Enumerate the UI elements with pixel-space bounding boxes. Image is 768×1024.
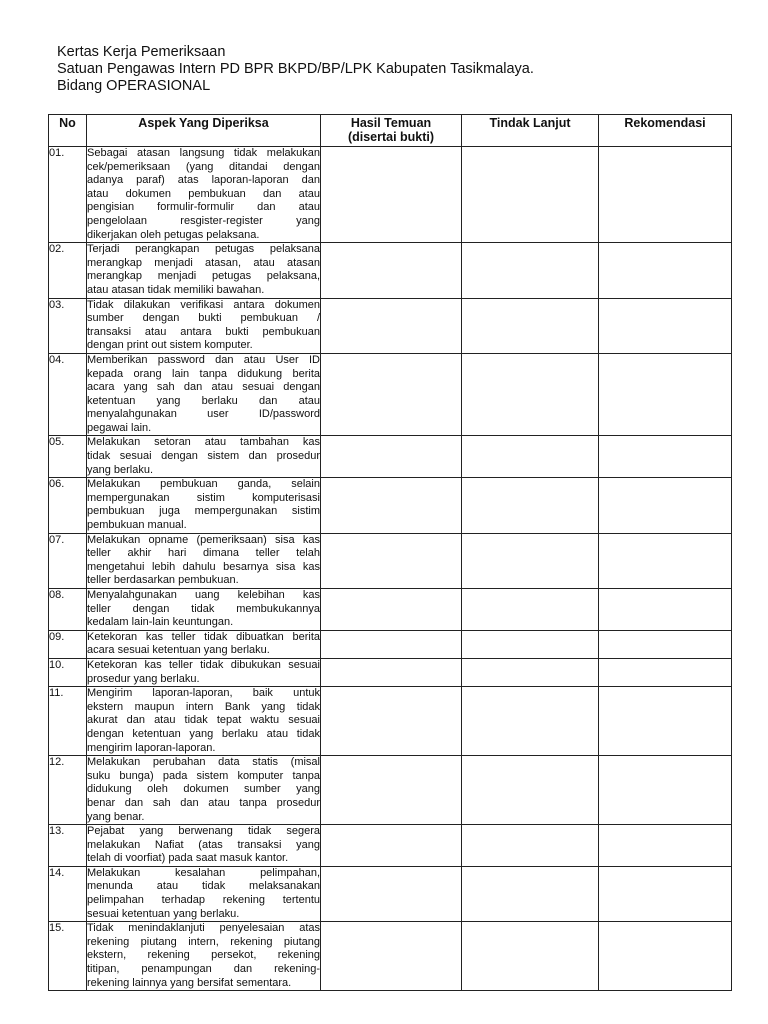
table-row bbox=[49, 658, 732, 686]
aspek-text-line: Menyalahgunakan uang kelebihan kas bbox=[87, 589, 320, 601]
tindak-lanjut-cell bbox=[462, 243, 599, 298]
hasil-temuan-cell bbox=[321, 658, 462, 686]
aspek-text-line: benar dan sah dan atau tanpa prosedur bbox=[87, 796, 320, 809]
tindak-lanjut-cell bbox=[462, 478, 599, 533]
aspek-text-line: merangkap menjadi petugas pelaksana, bbox=[87, 270, 320, 283]
aspek-text-line: melakukan Nafiat (atas transaksi yang bbox=[87, 838, 320, 851]
table-row bbox=[49, 243, 732, 298]
rekomendasi-cell bbox=[599, 866, 732, 921]
row-number: 13. bbox=[49, 825, 87, 867]
aspek-text-line: pembukuan manual. bbox=[87, 519, 187, 532]
aspek-text-line: Melakukan pembukuan ganda, selain bbox=[87, 478, 320, 491]
column-header-rekomendasi: Rekomendasi bbox=[599, 115, 732, 147]
aspek-text-line: suku bunga) pada sistem komputer tanpa bbox=[87, 769, 320, 782]
aspek-text-line: dengan ketentuan yang berlaku atau tidak bbox=[87, 727, 320, 740]
hasil-temuan-cell bbox=[321, 478, 462, 533]
aspek-text-line: pengisian formulir-formulir dan atau bbox=[87, 201, 320, 214]
aspek-text-line: mempergunakan sistim komputerisasi bbox=[87, 491, 320, 504]
aspek-cell bbox=[87, 687, 321, 756]
header-title: Kertas Kerja Pemeriksaan bbox=[57, 44, 226, 60]
aspek-text-line: atau dokumen pembukuan dan atau bbox=[87, 187, 320, 200]
table-body bbox=[49, 147, 732, 991]
rekomendasi-cell bbox=[599, 687, 732, 756]
aspek-text-line: transaksi atau antara bukti pembukuan bbox=[87, 325, 320, 338]
aspek-text-line: cek/pemeriksaan (yang ditandai dengan bbox=[87, 160, 320, 173]
column-header-tindak-lanjut: Tindak Lanjut bbox=[462, 115, 599, 147]
aspek-text-line: menyalahgunakan user ID/password bbox=[87, 408, 320, 421]
aspek-text-line: Mengirim laporan-laporan, baik untuk bbox=[87, 687, 320, 700]
aspek-cell bbox=[87, 243, 321, 298]
aspek-text-line: mengirim laporan-laporan. bbox=[87, 741, 216, 754]
row-number: 03. bbox=[49, 298, 87, 353]
tindak-lanjut-cell bbox=[462, 436, 599, 478]
aspek-text-line: teller berdasarkan pembukuan. bbox=[87, 574, 239, 587]
aspek-text-line: didukung oleh dokumen sumber yang bbox=[87, 783, 320, 796]
aspek-text-line: Melakukan kesalahan pelimpahan, bbox=[87, 866, 320, 879]
row-number: 04. bbox=[49, 353, 87, 436]
tindak-lanjut-cell bbox=[462, 866, 599, 921]
aspek-text-line: tidak sesuai dengan sistem dan prosedur bbox=[87, 450, 320, 463]
table-row bbox=[49, 866, 732, 921]
aspek-text-line: dengan print out sistem komputer. bbox=[87, 339, 253, 352]
hasil-temuan-cell bbox=[321, 353, 462, 436]
rekomendasi-cell bbox=[599, 353, 732, 436]
table-row bbox=[49, 478, 732, 533]
row-number: 01. bbox=[49, 147, 87, 243]
aspek-text-line: Memberikan password dan atau User ID bbox=[87, 353, 320, 366]
tindak-lanjut-cell bbox=[462, 589, 599, 631]
aspek-text-line: acara sesuai ketentuan yang berlaku. bbox=[87, 644, 270, 657]
aspek-text-line: Melakukan opname (pemeriksaan) sisa kas bbox=[87, 533, 320, 546]
aspek-text-line: rekening piutang intern, rekening piutang bbox=[87, 935, 320, 948]
aspek-text-line: pegawai lain. bbox=[87, 421, 152, 434]
aspek-cell bbox=[87, 478, 321, 533]
aspek-text-line: Tidak menindaklanjuti penyelesaian atas bbox=[87, 922, 320, 935]
row-number: 02. bbox=[49, 243, 87, 298]
aspek-cell bbox=[87, 825, 321, 867]
tindak-lanjut-cell bbox=[462, 922, 599, 991]
hasil-temuan-cell bbox=[321, 436, 462, 478]
tindak-lanjut-cell bbox=[462, 533, 599, 588]
tindak-lanjut-cell bbox=[462, 756, 599, 825]
aspek-cell bbox=[87, 866, 321, 921]
row-number: 09. bbox=[49, 630, 87, 658]
audit-worksheet-table bbox=[48, 114, 732, 991]
aspek-cell bbox=[87, 353, 321, 436]
hasil-temuan-cell bbox=[321, 147, 462, 243]
rekomendasi-cell bbox=[599, 533, 732, 588]
rekomendasi-cell bbox=[599, 589, 732, 631]
aspek-cell bbox=[87, 436, 321, 478]
aspek-text-line: pengelolaan resgister-register yang bbox=[87, 214, 320, 227]
table-row bbox=[49, 630, 732, 658]
hasil-temuan-cell bbox=[321, 687, 462, 756]
document-header bbox=[57, 44, 534, 95]
table-row bbox=[49, 825, 732, 867]
tindak-lanjut-cell bbox=[462, 147, 599, 243]
tindak-lanjut-cell bbox=[462, 825, 599, 867]
aspek-text-line: teller akhir hari dimana teller telah bbox=[87, 547, 320, 560]
column-header-hasil-temuan bbox=[321, 115, 462, 147]
aspek-text-line: prosedur yang berlaku. bbox=[87, 672, 200, 685]
rekomendasi-cell bbox=[599, 922, 732, 991]
table-header-row bbox=[49, 115, 732, 147]
aspek-text-line: kepada orang lain tanpa didukung berita bbox=[87, 367, 320, 380]
aspek-text-line: Tidak dilakukan verifikasi antara dokumen bbox=[87, 298, 320, 311]
aspek-cell bbox=[87, 533, 321, 588]
table-row bbox=[49, 298, 732, 353]
aspek-text-line: pelimpahan terhadap rekening tertentu bbox=[87, 894, 320, 907]
aspek-text-line: kedalam lain-lain keuntungan. bbox=[87, 616, 234, 629]
row-number: 10. bbox=[49, 658, 87, 686]
tindak-lanjut-cell bbox=[462, 687, 599, 756]
table-row bbox=[49, 589, 732, 631]
aspek-text-line: Pejabat yang berwenang tidak segera bbox=[87, 825, 320, 838]
aspek-text-line: merangkap menjadi atasan, atau atasan bbox=[87, 256, 320, 269]
rekomendasi-cell bbox=[599, 825, 732, 867]
hasil-temuan-cell bbox=[321, 630, 462, 658]
aspek-text-line: Ketekoran kas teller tidak dibukukan sesuai bbox=[87, 658, 320, 671]
aspek-text-line: Melakukan perubahan data statis (misal bbox=[87, 756, 320, 769]
table-row bbox=[49, 533, 732, 588]
aspek-cell bbox=[87, 630, 321, 658]
aspek-text-line: sesuai ketentuan yang berlaku. bbox=[87, 907, 240, 920]
rekomendasi-cell bbox=[599, 298, 732, 353]
hasil-temuan-cell bbox=[321, 756, 462, 825]
row-number: 11. bbox=[49, 687, 87, 756]
table-row bbox=[49, 436, 732, 478]
aspek-cell bbox=[87, 147, 321, 243]
rekomendasi-cell bbox=[599, 658, 732, 686]
hasil-temuan-cell bbox=[321, 298, 462, 353]
hasil-temuan-cell bbox=[321, 243, 462, 298]
aspek-text-line: teller dengan tidak membukukannya bbox=[87, 602, 320, 615]
hasil-temuan-cell bbox=[321, 589, 462, 631]
rekomendasi-cell bbox=[599, 147, 732, 243]
column-header-hasil-line2: (disertai bukti) bbox=[347, 130, 435, 144]
aspek-text-line: Ketekoran kas teller tidak dibuatkan berita bbox=[87, 630, 320, 643]
aspek-cell bbox=[87, 658, 321, 686]
tindak-lanjut-cell bbox=[462, 298, 599, 353]
row-number: 07. bbox=[49, 533, 87, 588]
aspek-text-line: atau atasan tidak memiliki bawahan. bbox=[87, 283, 265, 296]
aspek-text-line: menunda atau tidak melaksanakan bbox=[87, 880, 320, 893]
aspek-text-line: acara yang sah dan atau sesuai dengan bbox=[87, 381, 320, 394]
rekomendasi-cell bbox=[599, 243, 732, 298]
hasil-temuan-cell bbox=[321, 533, 462, 588]
aspek-cell bbox=[87, 756, 321, 825]
column-header-no: No bbox=[49, 115, 87, 147]
row-number: 15. bbox=[49, 922, 87, 991]
hasil-temuan-cell bbox=[321, 825, 462, 867]
column-header-aspek: Aspek Yang Diperiksa bbox=[87, 115, 321, 147]
aspek-text-line: sumber dengan bukti pembukuan / bbox=[87, 312, 320, 325]
rekomendasi-cell bbox=[599, 756, 732, 825]
table-row bbox=[49, 147, 732, 243]
tindak-lanjut-cell bbox=[462, 353, 599, 436]
hasil-temuan-cell bbox=[321, 866, 462, 921]
rekomendasi-cell bbox=[599, 436, 732, 478]
aspek-text-line: yang berlaku. bbox=[87, 463, 154, 476]
aspek-cell bbox=[87, 589, 321, 631]
aspek-text-line: adanya paraf) atas laporan-laporan dan bbox=[87, 174, 320, 187]
aspek-text-line: telah di voorfiat) pada saat masuk kantor. bbox=[87, 852, 289, 865]
table-row bbox=[49, 756, 732, 825]
row-number: 14. bbox=[49, 866, 87, 921]
aspek-text-line: ketentuan yang berlaku dan atau bbox=[87, 394, 320, 407]
aspek-text-line: mengetahui lebih dahulu besarnya sisa kas bbox=[87, 560, 320, 573]
row-number: 08. bbox=[49, 589, 87, 631]
header-unit: Satuan Pengawas Intern PD BPR BKPD/BP/LPK Kabupaten Tasikmalaya. bbox=[57, 61, 534, 77]
tindak-lanjut-cell bbox=[462, 630, 599, 658]
aspek-text-line: yang benar. bbox=[87, 810, 145, 823]
aspek-text-line: rekening lainnya yang bersifat sementara. bbox=[87, 976, 292, 989]
aspek-text-line: Melakukan setoran atau tambahan kas bbox=[87, 436, 320, 449]
row-number: 06. bbox=[49, 478, 87, 533]
rekomendasi-cell bbox=[599, 630, 732, 658]
table-row bbox=[49, 687, 732, 756]
aspek-text-line: Sebagai atasan langsung tidak melakukan bbox=[87, 147, 320, 159]
aspek-text-line: akurat dan atau tidak tepat waktu sesuai bbox=[87, 714, 320, 727]
header-division: Bidang OPERASIONAL bbox=[57, 78, 211, 94]
aspek-cell bbox=[87, 298, 321, 353]
aspek-text-line: ekstern, rekening persekot, rekening bbox=[87, 949, 320, 962]
table-row bbox=[49, 353, 732, 436]
aspek-text-line: pembukuan juga mempergunakan sistim bbox=[87, 505, 320, 518]
row-number: 05. bbox=[49, 436, 87, 478]
aspek-text-line: titipan, penampungan dan rekening- bbox=[87, 963, 320, 976]
aspek-cell bbox=[87, 922, 321, 991]
aspek-text-line: Terjadi perangkapan petugas pelaksana bbox=[87, 243, 320, 256]
table-row bbox=[49, 922, 732, 991]
column-header-hasil-line1: Hasil Temuan bbox=[350, 116, 432, 130]
aspek-text-line: dikerjakan oleh petugas pelaksana. bbox=[87, 228, 260, 241]
rekomendasi-cell bbox=[599, 478, 732, 533]
row-number: 12. bbox=[49, 756, 87, 825]
tindak-lanjut-cell bbox=[462, 658, 599, 686]
hasil-temuan-cell bbox=[321, 922, 462, 991]
aspek-text-line: ekstern maupun intern Bank yang tidak bbox=[87, 700, 320, 713]
